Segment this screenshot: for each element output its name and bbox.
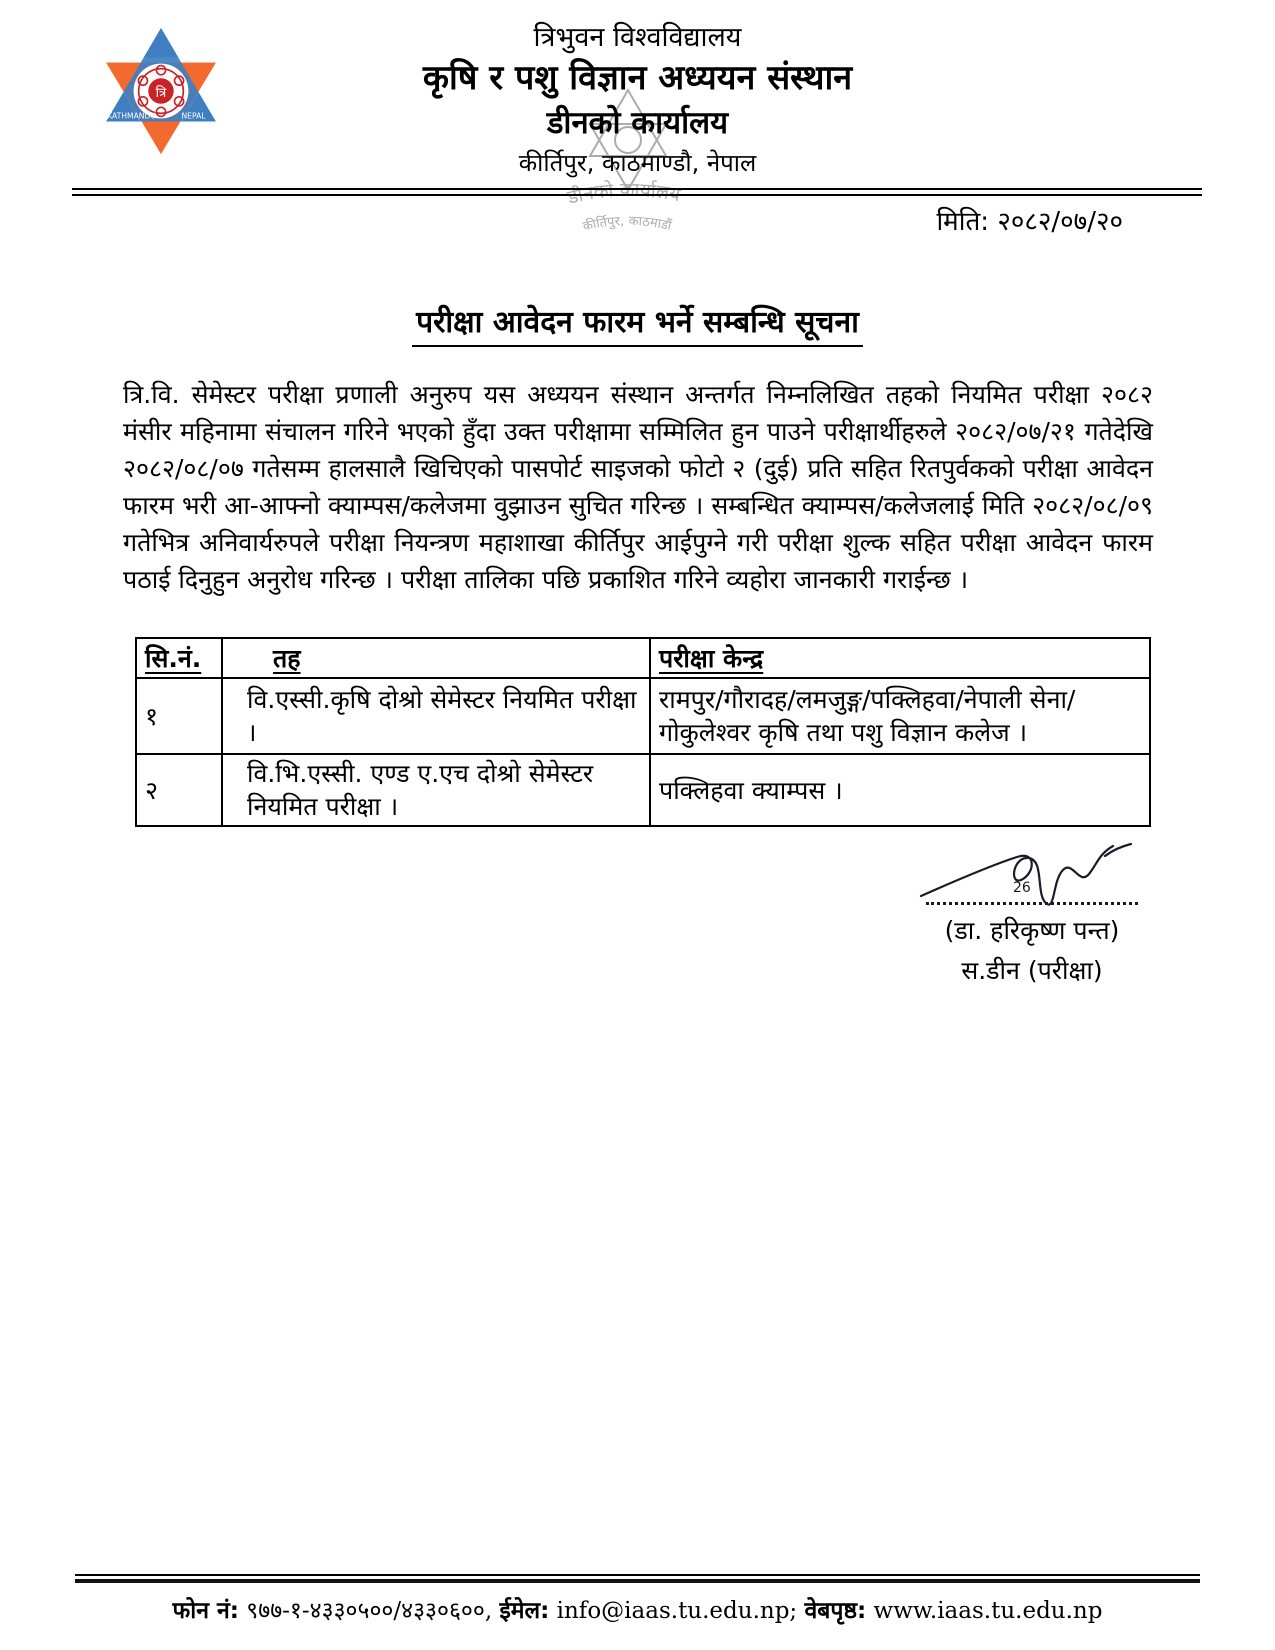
signature-block [907,830,1157,987]
signatory-role: स.डीन (परीक्षा) [961,956,1103,985]
footer-contact-line [0,1593,1275,1625]
table-row [136,754,1150,826]
logo-monogram: त्रि [155,86,167,102]
phone-label: फोन नं: [172,1598,239,1624]
signature-dotted-line [926,902,1138,905]
header-serial-no: सि.नं. [136,638,222,678]
cell-serial: १ [136,678,222,754]
stamp-office-text: डीनको कार्यालय [565,178,683,209]
notice-body: त्रि.वि. सेमेस्टर परीक्षा प्रणाली अनुरुप यस अध्ययन संस्थान अन्तर्गत निम्नलिखित तहको नियमित परीक्षा २०८२ मंसीर महिनामा संचालन गरिने भएको हुँदा उक्त परीक्षामा सम्मिलित हुन पाउने परीक्षार्थीहरुले २०८२/०७/२१ गतेदेखि २०८२/०८/०७ गतेसम्म हालसालै खिचिएको पासपोर्ट साइजको फोटो २ (दुई) प्रति सहित रितपुर्वकको परीक्षा आवेदन फारम भरी आ-आफ्नो क्याम्पस/कलेजमा वुझाउन सुचित गरिन्छ । सम्बन्धित क्याम्पस/कलेजलाई मिति २०८२/०८/०९ गतेभित्र अनिवार्यरुपले परीक्षा नियन्त्रण महाशाखा कीर्तिपुर आईपुग्ने गरी परीक्षा शुल्क सहित परीक्षा आवेदन फारम पठाई दिनुहुन अनुरोध गरिन्छ । परीक्षा तालिका पछि प्रकाशित गरिने व्यहोरा जानकारी गराईन्छ । [123,380,1153,594]
table-header-row [136,638,1150,678]
institute-name: कृषि र पशु विज्ञान अध्ययन संस्थान [422,58,853,99]
notice-title: परीक्षा आवेदन फारम भर्ने सम्बन्धि सूचना [412,300,863,347]
cell-center: पक्लिहवा क्याम्पस । [650,754,1150,826]
signatory-name: (डा. हरिकृष्ण पन्त) [944,916,1120,945]
table-row [136,678,1150,754]
university-name: त्रिभुवन विश्वविद्यालय [533,22,742,53]
svg-text:कीर्तिपुर, काठमाडौं [581,214,673,235]
logo-nepal-label: NEPAL [181,111,206,121]
header-level: तह [222,638,650,678]
cell-center: रामपुर/गौरादह/लमजुङ्ग/पक्लिहवा/नेपाली सेना/ गोकुलेश्वर कृषि तथा पशु विज्ञान कलेज । [650,678,1150,754]
stamp-address-text: कीर्तिपुर, काठमाडौं [581,213,673,235]
website-label: वेबपृष्ठ: [804,1598,867,1624]
svg-text:26: 26 [1013,880,1031,896]
logo-kathmandu-label: KATHMANDU [107,111,156,121]
footer-divider [75,1574,1200,1583]
cell-level: वि.भि.एस्सी. एण्ड ए.एच दोश्रो सेमेस्टर नियमित परीक्षा । [222,754,650,826]
header-exam-center: परीक्षा केन्द्र [650,638,1150,678]
website-url: www.iaas.tu.edu.np [873,1598,1103,1624]
office-address: कीर्तिपुर, काठमाण्डौ, नेपाल [518,148,757,177]
cell-level: वि.एस्सी.कृषि दोश्रो सेमेस्टर नियमित परीक्षा । [222,678,650,754]
cell-serial: २ [136,754,222,826]
exam-schedule-table [135,637,1151,827]
email-label: ईमेल: [499,1598,550,1624]
letterhead [0,22,1275,177]
phone-number: ९७७-१-४३३०५००/४३३०६००, [246,1598,493,1624]
office-name: डीनको कार्यालय [546,105,729,142]
letter-date: मिति: २०८२/०७/२० [936,207,1123,237]
email-address: info@iaas.tu.edu.np; [556,1598,798,1624]
header-divider [72,188,1202,196]
